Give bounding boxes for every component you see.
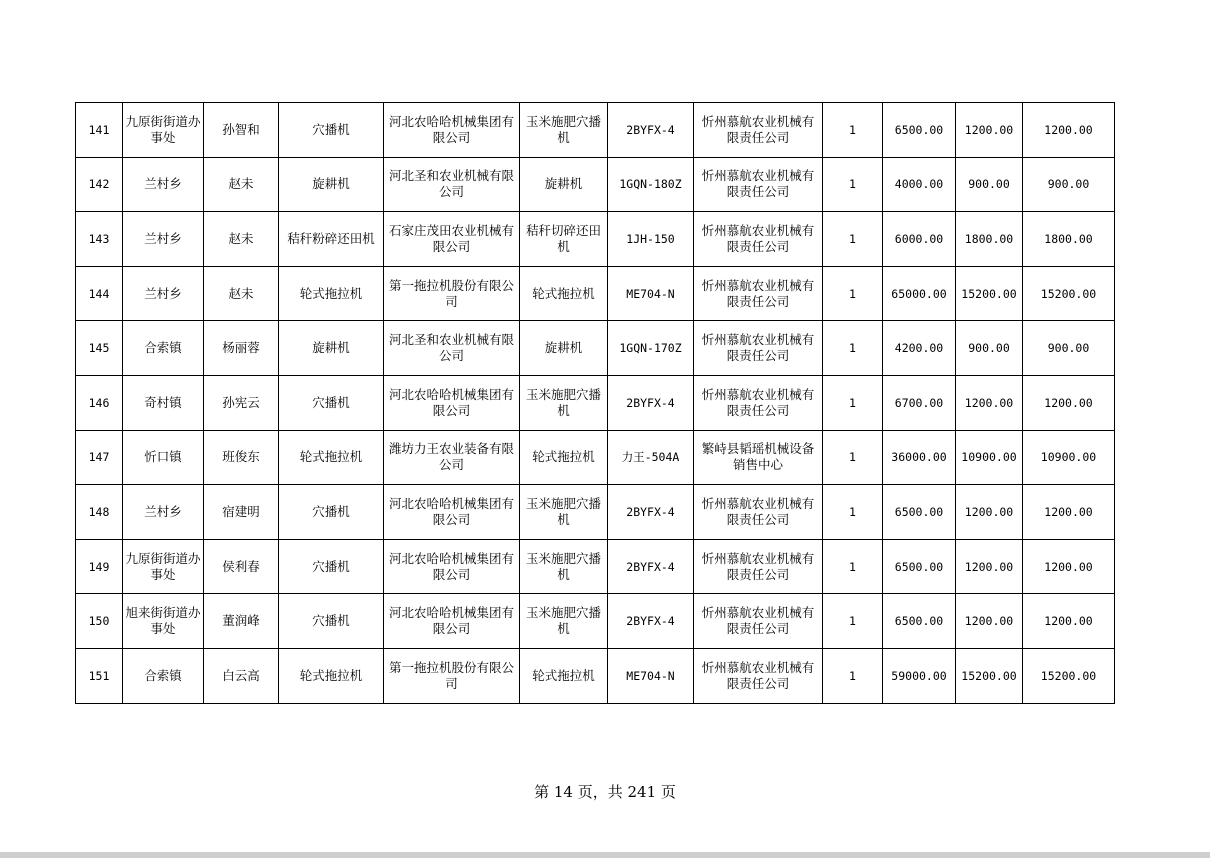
cell-model: 2BYFX-4 [608, 594, 694, 649]
cell-machine-category: 穴播机 [279, 594, 384, 649]
cell-product-name: 轮式拖拉机 [520, 266, 608, 321]
cell-quantity: 1 [823, 539, 883, 594]
cell-model: ME704-N [608, 266, 694, 321]
table-body [76, 103, 1115, 704]
cell-product-name: 旋耕机 [520, 157, 608, 212]
cell-sale-price: 36000.00 [883, 430, 956, 485]
table-row [76, 321, 1115, 376]
cell-machine-category: 穴播机 [279, 485, 384, 540]
cell-machine-category: 旋耕机 [279, 157, 384, 212]
cell-township: 奇村镇 [123, 375, 204, 430]
table-row [76, 266, 1115, 321]
page-number-footer: 第 14 页，共 241 页 [534, 783, 676, 801]
cell-machine-category: 穴播机 [279, 103, 384, 158]
cell-central-subsidy: 15200.00 [956, 648, 1023, 703]
cell-sale-price: 6500.00 [883, 539, 956, 594]
cell-model: 力王-504A [608, 430, 694, 485]
cell-sale-price: 6500.00 [883, 103, 956, 158]
cell-central-subsidy: 1200.00 [956, 485, 1023, 540]
cell-quantity: 1 [823, 103, 883, 158]
cell-manufacturer: 河北农哈哈机械集团有限公司 [384, 539, 520, 594]
cell-total-subsidy: 1200.00 [1023, 375, 1115, 430]
cell-model: 1GQN-170Z [608, 321, 694, 376]
cell-machine-category: 秸秆粉碎还田机 [279, 212, 384, 267]
cell-machine-category: 轮式拖拉机 [279, 648, 384, 703]
cell-sale-price: 4000.00 [883, 157, 956, 212]
cell-row-index: 142 [76, 157, 123, 212]
cell-quantity: 1 [823, 157, 883, 212]
cell-row-index: 143 [76, 212, 123, 267]
cell-sale-price: 65000.00 [883, 266, 956, 321]
cell-manufacturer: 河北圣和农业机械有限公司 [384, 157, 520, 212]
cell-manufacturer: 第一拖拉机股份有限公司 [384, 266, 520, 321]
cell-central-subsidy: 10900.00 [956, 430, 1023, 485]
cell-manufacturer: 河北农哈哈机械集团有限公司 [384, 594, 520, 649]
cell-total-subsidy: 15200.00 [1023, 648, 1115, 703]
cell-total-subsidy: 10900.00 [1023, 430, 1115, 485]
cell-product-name: 轮式拖拉机 [520, 648, 608, 703]
cell-model: ME704-N [608, 648, 694, 703]
cell-dealer: 繁峙县韬瑶机械设备销售中心 [694, 430, 823, 485]
cell-central-subsidy: 900.00 [956, 321, 1023, 376]
table-row [76, 648, 1115, 703]
cell-row-index: 146 [76, 375, 123, 430]
cell-product-name: 玉米施肥穴播机 [520, 375, 608, 430]
cell-model: 2BYFX-4 [608, 103, 694, 158]
cell-township: 兰村乡 [123, 266, 204, 321]
cell-total-subsidy: 15200.00 [1023, 266, 1115, 321]
cell-manufacturer: 河北农哈哈机械集团有限公司 [384, 103, 520, 158]
cell-central-subsidy: 1200.00 [956, 375, 1023, 430]
cell-total-subsidy: 900.00 [1023, 321, 1115, 376]
cell-applicant-name: 赵未 [204, 157, 279, 212]
cell-machine-category: 穴播机 [279, 375, 384, 430]
cell-township: 合索镇 [123, 648, 204, 703]
cell-applicant-name: 赵未 [204, 212, 279, 267]
cell-applicant-name: 赵未 [204, 266, 279, 321]
cell-manufacturer: 河北农哈哈机械集团有限公司 [384, 485, 520, 540]
cell-machine-category: 轮式拖拉机 [279, 430, 384, 485]
cell-manufacturer: 河北农哈哈机械集团有限公司 [384, 375, 520, 430]
cell-township: 合索镇 [123, 321, 204, 376]
cell-product-name: 玉米施肥穴播机 [520, 594, 608, 649]
cell-dealer: 忻州慕航农业机械有限责任公司 [694, 212, 823, 267]
cell-total-subsidy: 1200.00 [1023, 594, 1115, 649]
cell-row-index: 150 [76, 594, 123, 649]
cell-total-subsidy: 1800.00 [1023, 212, 1115, 267]
cell-machine-category: 轮式拖拉机 [279, 266, 384, 321]
table-row [76, 212, 1115, 267]
cell-product-name: 轮式拖拉机 [520, 430, 608, 485]
cell-model: 2BYFX-4 [608, 485, 694, 540]
cell-central-subsidy: 1200.00 [956, 539, 1023, 594]
cell-row-index: 144 [76, 266, 123, 321]
cell-total-subsidy: 1200.00 [1023, 539, 1115, 594]
table-row [76, 375, 1115, 430]
cell-central-subsidy: 1800.00 [956, 212, 1023, 267]
cell-quantity: 1 [823, 648, 883, 703]
cell-township: 九原街街道办事处 [123, 103, 204, 158]
cell-dealer: 忻州慕航农业机械有限责任公司 [694, 594, 823, 649]
cell-row-index: 149 [76, 539, 123, 594]
cell-product-name: 旋耕机 [520, 321, 608, 376]
cell-central-subsidy: 1200.00 [956, 103, 1023, 158]
cell-product-name: 秸秆切碎还田机 [520, 212, 608, 267]
cell-model: 1GQN-180Z [608, 157, 694, 212]
data-table-container [75, 102, 1115, 704]
cell-township: 兰村乡 [123, 485, 204, 540]
cell-total-subsidy: 1200.00 [1023, 103, 1115, 158]
subsidy-table [75, 102, 1115, 704]
cell-model: 1JH-150 [608, 212, 694, 267]
cell-machine-category: 穴播机 [279, 539, 384, 594]
cell-township: 九原街街道办事处 [123, 539, 204, 594]
cell-total-subsidy: 900.00 [1023, 157, 1115, 212]
cell-sale-price: 59000.00 [883, 648, 956, 703]
cell-product-name: 玉米施肥穴播机 [520, 103, 608, 158]
cell-quantity: 1 [823, 266, 883, 321]
cell-row-index: 147 [76, 430, 123, 485]
cell-applicant-name: 孙宪云 [204, 375, 279, 430]
cell-manufacturer: 第一拖拉机股份有限公司 [384, 648, 520, 703]
cell-quantity: 1 [823, 594, 883, 649]
cell-row-index: 141 [76, 103, 123, 158]
cell-sale-price: 6500.00 [883, 594, 956, 649]
cell-dealer: 忻州慕航农业机械有限责任公司 [694, 539, 823, 594]
cell-applicant-name: 宿建明 [204, 485, 279, 540]
cell-township: 兰村乡 [123, 157, 204, 212]
table-row [76, 594, 1115, 649]
cell-applicant-name: 董润峰 [204, 594, 279, 649]
cell-sale-price: 6500.00 [883, 485, 956, 540]
cell-row-index: 145 [76, 321, 123, 376]
cell-total-subsidy: 1200.00 [1023, 485, 1115, 540]
table-row [76, 539, 1115, 594]
cell-township: 兰村乡 [123, 212, 204, 267]
cell-model: 2BYFX-4 [608, 375, 694, 430]
cell-applicant-name: 侯利春 [204, 539, 279, 594]
cell-quantity: 1 [823, 485, 883, 540]
cell-sale-price: 6700.00 [883, 375, 956, 430]
cell-dealer: 忻州慕航农业机械有限责任公司 [694, 157, 823, 212]
cell-applicant-name: 孙智和 [204, 103, 279, 158]
cell-row-index: 148 [76, 485, 123, 540]
cell-manufacturer: 石家庄茂田农业机械有限公司 [384, 212, 520, 267]
table-row [76, 103, 1115, 158]
cell-township: 忻口镇 [123, 430, 204, 485]
cell-dealer: 忻州慕航农业机械有限责任公司 [694, 648, 823, 703]
cell-quantity: 1 [823, 430, 883, 485]
cell-sale-price: 6000.00 [883, 212, 956, 267]
cell-central-subsidy: 900.00 [956, 157, 1023, 212]
cell-applicant-name: 白云高 [204, 648, 279, 703]
cell-quantity: 1 [823, 321, 883, 376]
table-row [76, 485, 1115, 540]
table-row [76, 430, 1115, 485]
cell-product-name: 玉米施肥穴播机 [520, 539, 608, 594]
cell-manufacturer: 河北圣和农业机械有限公司 [384, 321, 520, 376]
cell-manufacturer: 潍坊力王农业装备有限公司 [384, 430, 520, 485]
cell-quantity: 1 [823, 375, 883, 430]
bottom-scroll-bar [0, 852, 1210, 858]
cell-central-subsidy: 15200.00 [956, 266, 1023, 321]
cell-township: 旭来街街道办事处 [123, 594, 204, 649]
cell-dealer: 忻州慕航农业机械有限责任公司 [694, 321, 823, 376]
cell-central-subsidy: 1200.00 [956, 594, 1023, 649]
cell-applicant-name: 班俊东 [204, 430, 279, 485]
cell-row-index: 151 [76, 648, 123, 703]
cell-dealer: 忻州慕航农业机械有限责任公司 [694, 266, 823, 321]
cell-machine-category: 旋耕机 [279, 321, 384, 376]
table-row [76, 157, 1115, 212]
cell-applicant-name: 杨丽蓉 [204, 321, 279, 376]
cell-model: 2BYFX-4 [608, 539, 694, 594]
cell-dealer: 忻州慕航农业机械有限责任公司 [694, 485, 823, 540]
cell-quantity: 1 [823, 212, 883, 267]
cell-dealer: 忻州慕航农业机械有限责任公司 [694, 103, 823, 158]
cell-dealer: 忻州慕航农业机械有限责任公司 [694, 375, 823, 430]
cell-sale-price: 4200.00 [883, 321, 956, 376]
cell-product-name: 玉米施肥穴播机 [520, 485, 608, 540]
